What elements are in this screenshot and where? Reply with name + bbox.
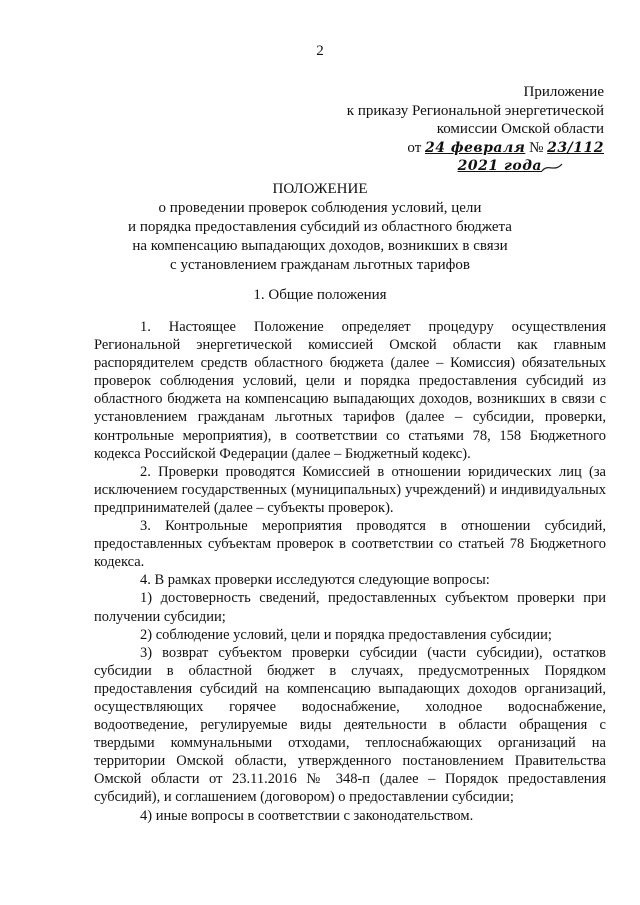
order-date-line [347,139,604,158]
page-number: 2 [316,43,324,59]
title-line-3: на компенсацию выпадающих доходов, возникших в связи [132,238,508,254]
paragraph-3: 3. Контрольные мероприятия проводятся в отношении субсидий, предоставленных субъектам проверок в соответствии со статьей 78 Бюджетного кодекса. [94,518,606,571]
handwriting-stroke-icon [540,161,564,175]
appendix-order-ref: к приказу Региональной энергетической [346,102,604,119]
document-title: ПОЛОЖЕНИЕ [272,181,368,197]
appendix-block [347,83,604,176]
paragraph-4: 4. В рамках проверки исследуются следующие вопросы: [140,572,490,589]
appendix-commission: комиссии Омской области [436,121,604,137]
order-date-handwritten: 24 февраля [425,139,526,156]
order-year-line [347,157,604,176]
list-item-4: 4) иные вопросы в соответствии с законодательством. [140,807,474,824]
appendix-title: Приложение [523,84,604,100]
section-body [94,318,606,825]
list-item-2: 2) соблюдение условий, цели и порядка предоставления субсидии; [140,626,552,643]
paragraph-1: 1. Настоящее Положение определяет процедуру осуществления Региональной энергетической комиссией Омской области как главным распорядителем средств областного бюджета (далее – Комиссия) обязательных проверок соблюдения условий, цели и порядка предоставления субсидий из областного бюджета на компенсацию выпадающих доходов, возникших в связи с установлением гражданам льготных тарифов (далее – субсидии, проверки, контрольные мероприятия), в соответствии со статьями 78, 158 Бюджетного кодекса Российской Федерации (далее – Бюджетный кодекс). [94,319,606,462]
title-line-1: о проведении проверок соблюдения условий, цели [158,200,482,216]
order-year-handwritten: 2021 года [457,158,542,174]
section-heading: 1. Общие положения [253,287,387,303]
order-prefix: от [407,139,422,156]
list-item-3: 3) возврат субъектом проверки субсидии (части субсидии), остатков субсидии в областной бюджет в случаях, предусмотренных Порядком предоставления субсидий на компенсацию выпадающих доходов организаций, осуществляющих горячее водоснабжение, холодное водоснабжение, водоотведение, регулируемые виды деятельности в области обращения с твердыми коммунальными отходами, теплоснабжающих организаций на территории Омской области, утвержденного постановлением Правительства Омской области от 23.11.2016 № 348-п (далее – Порядок предоставления субсидий), и соглашением (договором) о предоставлении субсидии; [94,644,606,806]
document-title-block [0,180,640,275]
order-number-sign: № [529,139,544,156]
list-item-1: 1) достоверность сведений, предоставленных субъектом проверки при получении субсидии; [94,590,606,625]
paragraph-2: 2. Проверки проводятся Комиссией в отношении юридических лиц (за исключением государственных (муниципальных) учреждений) и индивидуальных предпринимателей (далее – субъекты проверок). [94,463,606,516]
title-line-2: и порядка предоставления субсидий из областного бюджета [128,219,512,235]
order-number-handwritten: 23/112 [547,139,604,156]
title-line-4: с установлением гражданам льготных тарифов [170,257,470,273]
